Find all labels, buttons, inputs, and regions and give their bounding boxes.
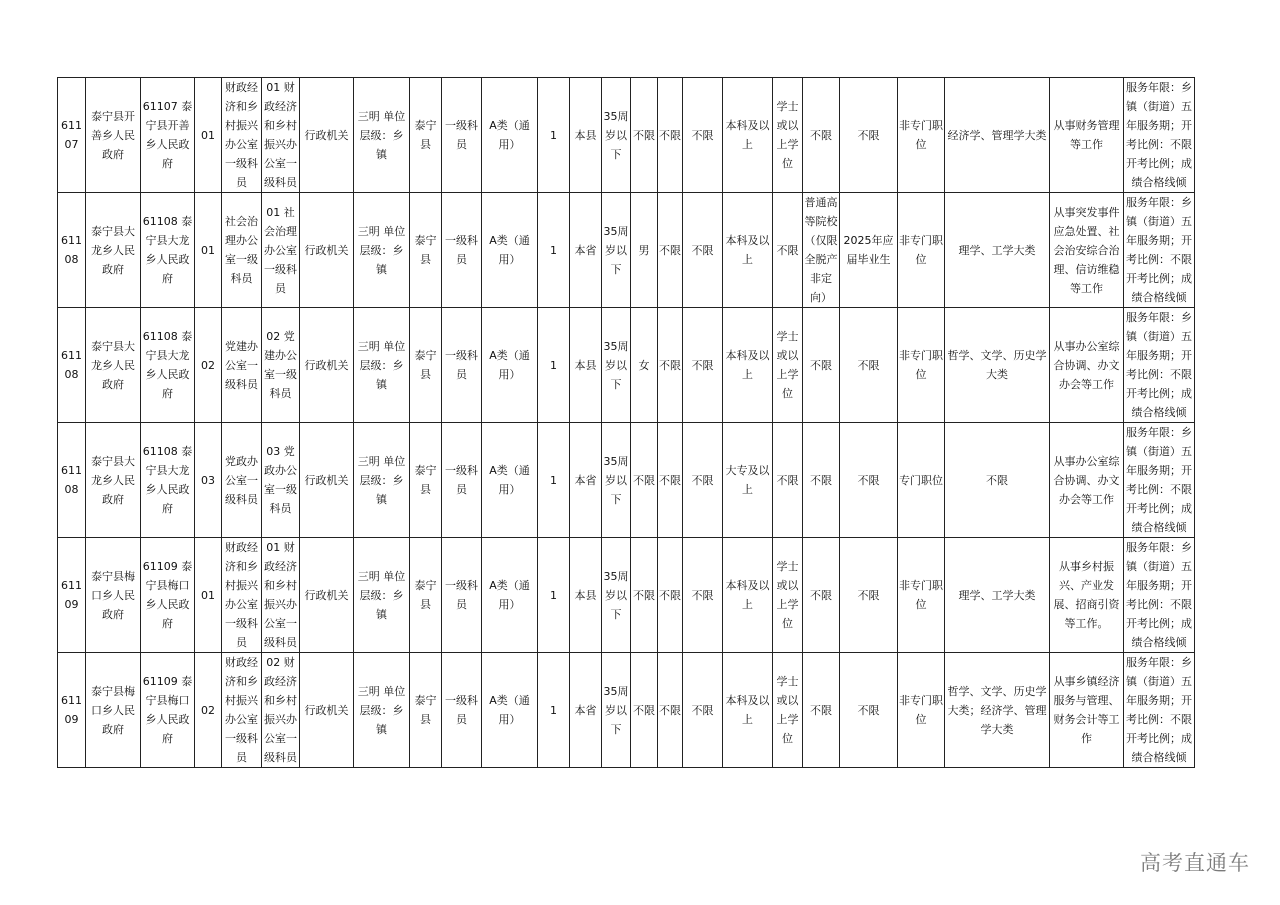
cell-code: 61109 [58,538,86,653]
cell-exp: 不限 [683,538,723,653]
cell-age: 35周岁以下 [602,423,631,538]
cell-pos-no: 03 [195,423,222,538]
cell-edu: 本科及以上 [723,193,773,308]
cell-degree: 不限 [773,193,803,308]
cell-num: 1 [538,78,570,193]
table-body [58,78,1195,768]
cell-duty: 从事办公室综合协调、办文办会等工作 [1050,423,1124,538]
table-row [58,538,1195,653]
cell-level: 三明 单位层级：乡镇 [354,308,410,423]
cell-pos-no: 02 [195,308,222,423]
cell-remark: 服务年限：乡镇（街道）五年服务期；开考比例：不限开考比例；成绩合格线倾 [1124,653,1195,768]
cell-hukou: 本县 [570,308,602,423]
cell-duty: 从事办公室综合协调、办文办会等工作 [1050,308,1124,423]
cell-unit-code: 61107 泰宁县开善乡人民政府 [141,78,195,193]
cell-unit: 泰宁县梅口乡人民政府 [86,538,141,653]
cell-hukou: 本省 [570,423,602,538]
cell-pos-no: 01 [195,193,222,308]
cell-county: 泰宁县 [410,78,442,193]
cell-org-type: 行政机关 [300,193,354,308]
cell-remark: 服务年限：乡镇（街道）五年服务期；开考比例：不限开考比例；成绩合格线倾 [1124,193,1195,308]
cell-exam-type: A类（通用） [482,308,538,423]
cell-school: 不限 [803,308,840,423]
cell-political: 不限 [658,78,683,193]
cell-org-type: 行政机关 [300,423,354,538]
cell-grad: 不限 [840,653,898,768]
cell-hukou: 本省 [570,653,602,768]
cell-unit: 泰宁县大龙乡人民政府 [86,423,141,538]
cell-rank: 一级科员 [442,423,482,538]
cell-unit-code: 61108 泰宁县大龙乡人民政府 [141,193,195,308]
cell-code: 61108 [58,308,86,423]
cell-duty: 从事财务管理等工作 [1050,78,1124,193]
cell-level: 三明 单位层级：乡镇 [354,653,410,768]
cell-gender: 不限 [631,653,658,768]
cell-edu: 本科及以上 [723,78,773,193]
cell-code: 61107 [58,78,86,193]
cell-grad: 不限 [840,538,898,653]
cell-pos-code: 01 财政经济和乡村振兴办公室一级科员 [262,538,300,653]
cell-special: 非专门职位 [898,538,945,653]
cell-degree: 不限 [773,423,803,538]
cell-hukou: 本县 [570,78,602,193]
cell-hukou: 本省 [570,193,602,308]
cell-degree: 学士或以上学位 [773,308,803,423]
cell-major: 哲学、文学、历史学大类；经济学、管理学大类 [945,653,1050,768]
cell-num: 1 [538,653,570,768]
cell-special: 非专门职位 [898,78,945,193]
cell-county: 泰宁县 [410,193,442,308]
cell-school: 不限 [803,653,840,768]
cell-pos-name: 财政经济和乡村振兴办公室一级科员 [222,538,262,653]
cell-rank: 一级科员 [442,308,482,423]
cell-political: 不限 [658,308,683,423]
cell-pos-code: 01 财政经济和乡村振兴办公室一级科员 [262,78,300,193]
cell-org-type: 行政机关 [300,78,354,193]
cell-age: 35周岁以下 [602,78,631,193]
cell-remark: 服务年限：乡镇（街道）五年服务期；开考比例：不限开考比例；成绩合格线倾 [1124,308,1195,423]
cell-degree: 学士或以上学位 [773,653,803,768]
cell-pos-no: 01 [195,538,222,653]
cell-pos-no: 01 [195,78,222,193]
cell-code: 61109 [58,653,86,768]
cell-political: 不限 [658,653,683,768]
cell-exam-type: A类（通用） [482,538,538,653]
cell-pos-code: 01 社会治理办公室一级科员 [262,193,300,308]
cell-political: 不限 [658,193,683,308]
cell-grad: 2025年应届毕业生 [840,193,898,308]
cell-org-type: 行政机关 [300,653,354,768]
cell-hukou: 本县 [570,538,602,653]
cell-pos-name: 财政经济和乡村振兴办公室一级科员 [222,78,262,193]
cell-exam-type: A类（通用） [482,653,538,768]
cell-pos-name: 党建办公室一级科员 [222,308,262,423]
cell-pos-code: 03 党政办公室一级科员 [262,423,300,538]
cell-school: 普通高等院校（仅限全脱产非定向） [803,193,840,308]
cell-unit: 泰宁县梅口乡人民政府 [86,653,141,768]
cell-level: 三明 单位层级：乡镇 [354,193,410,308]
cell-level: 三明 单位层级：乡镇 [354,423,410,538]
cell-school: 不限 [803,538,840,653]
cell-code: 61108 [58,423,86,538]
cell-county: 泰宁县 [410,538,442,653]
cell-rank: 一级科员 [442,78,482,193]
cell-rank: 一级科员 [442,653,482,768]
cell-exp: 不限 [683,308,723,423]
cell-age: 35周岁以下 [602,193,631,308]
cell-num: 1 [538,193,570,308]
cell-major: 哲学、文学、历史学大类 [945,308,1050,423]
cell-exp: 不限 [683,653,723,768]
cell-exam-type: A类（通用） [482,78,538,193]
table-row [58,308,1195,423]
cell-major: 不限 [945,423,1050,538]
cell-rank: 一级科员 [442,193,482,308]
cell-county: 泰宁县 [410,308,442,423]
cell-edu: 本科及以上 [723,653,773,768]
table-row [58,193,1195,308]
cell-grad: 不限 [840,308,898,423]
cell-gender: 不限 [631,538,658,653]
cell-unit-code: 61109 泰宁县梅口乡人民政府 [141,653,195,768]
cell-major: 理学、工学大类 [945,538,1050,653]
cell-special: 专门职位 [898,423,945,538]
cell-num: 1 [538,538,570,653]
cell-org-type: 行政机关 [300,308,354,423]
table-row [58,78,1195,193]
cell-grad: 不限 [840,423,898,538]
watermark: 高考直通车 [1140,851,1250,875]
table-row [58,423,1195,538]
cell-age: 35周岁以下 [602,308,631,423]
cell-gender: 男 [631,193,658,308]
cell-num: 1 [538,423,570,538]
cell-exp: 不限 [683,78,723,193]
cell-remark: 服务年限：乡镇（街道）五年服务期；开考比例：不限开考比例；成绩合格线倾 [1124,538,1195,653]
cell-degree: 学士或以上学位 [773,538,803,653]
cell-level: 三明 单位层级：乡镇 [354,78,410,193]
cell-code: 61108 [58,193,86,308]
cell-level: 三明 单位层级：乡镇 [354,538,410,653]
cell-unit: 泰宁县大龙乡人民政府 [86,308,141,423]
cell-grad: 不限 [840,78,898,193]
cell-major: 理学、工学大类 [945,193,1050,308]
cell-political: 不限 [658,423,683,538]
cell-exam-type: A类（通用） [482,193,538,308]
cell-pos-code: 02 财政经济和乡村振兴办公室一级科员 [262,653,300,768]
cell-special: 非专门职位 [898,653,945,768]
cell-unit: 泰宁县大龙乡人民政府 [86,193,141,308]
cell-edu: 本科及以上 [723,308,773,423]
cell-exam-type: A类（通用） [482,423,538,538]
cell-political: 不限 [658,538,683,653]
cell-unit: 泰宁县开善乡人民政府 [86,78,141,193]
cell-pos-no: 02 [195,653,222,768]
cell-school: 不限 [803,423,840,538]
cell-special: 非专门职位 [898,193,945,308]
cell-duty: 从事乡村振兴、产业发展、招商引资等工作。 [1050,538,1124,653]
cell-pos-name: 党政办公室一级科员 [222,423,262,538]
cell-major: 经济学、管理学大类 [945,78,1050,193]
table-row [58,653,1195,768]
cell-duty: 从事突发事件应急处置、社会治安综合治理、信访维稳等工作 [1050,193,1124,308]
cell-age: 35周岁以下 [602,538,631,653]
cell-exp: 不限 [683,423,723,538]
cell-school: 不限 [803,78,840,193]
cell-duty: 从事乡镇经济服务与管理、财务会计等工作 [1050,653,1124,768]
cell-unit-code: 61108 泰宁县大龙乡人民政府 [141,308,195,423]
cell-rank: 一级科员 [442,538,482,653]
cell-gender: 不限 [631,423,658,538]
cell-org-type: 行政机关 [300,538,354,653]
cell-special: 非专门职位 [898,308,945,423]
cell-county: 泰宁县 [410,653,442,768]
cell-remark: 服务年限：乡镇（街道）五年服务期；开考比例：不限开考比例；成绩合格线倾 [1124,423,1195,538]
recruitment-table [57,77,1195,768]
cell-degree: 学士或以上学位 [773,78,803,193]
cell-county: 泰宁县 [410,423,442,538]
cell-gender: 女 [631,308,658,423]
cell-pos-name: 财政经济和乡村振兴办公室一级科员 [222,653,262,768]
cell-pos-code: 02 党建办公室一级科员 [262,308,300,423]
cell-pos-name: 社会治理办公室一级科员 [222,193,262,308]
cell-age: 35周岁以下 [602,653,631,768]
cell-gender: 不限 [631,78,658,193]
cell-unit-code: 61108 泰宁县大龙乡人民政府 [141,423,195,538]
cell-edu: 本科及以上 [723,538,773,653]
cell-num: 1 [538,308,570,423]
cell-exp: 不限 [683,193,723,308]
cell-unit-code: 61109 泰宁县梅口乡人民政府 [141,538,195,653]
cell-remark: 服务年限：乡镇（街道）五年服务期；开考比例：不限开考比例；成绩合格线倾 [1124,78,1195,193]
cell-edu: 大专及以上 [723,423,773,538]
